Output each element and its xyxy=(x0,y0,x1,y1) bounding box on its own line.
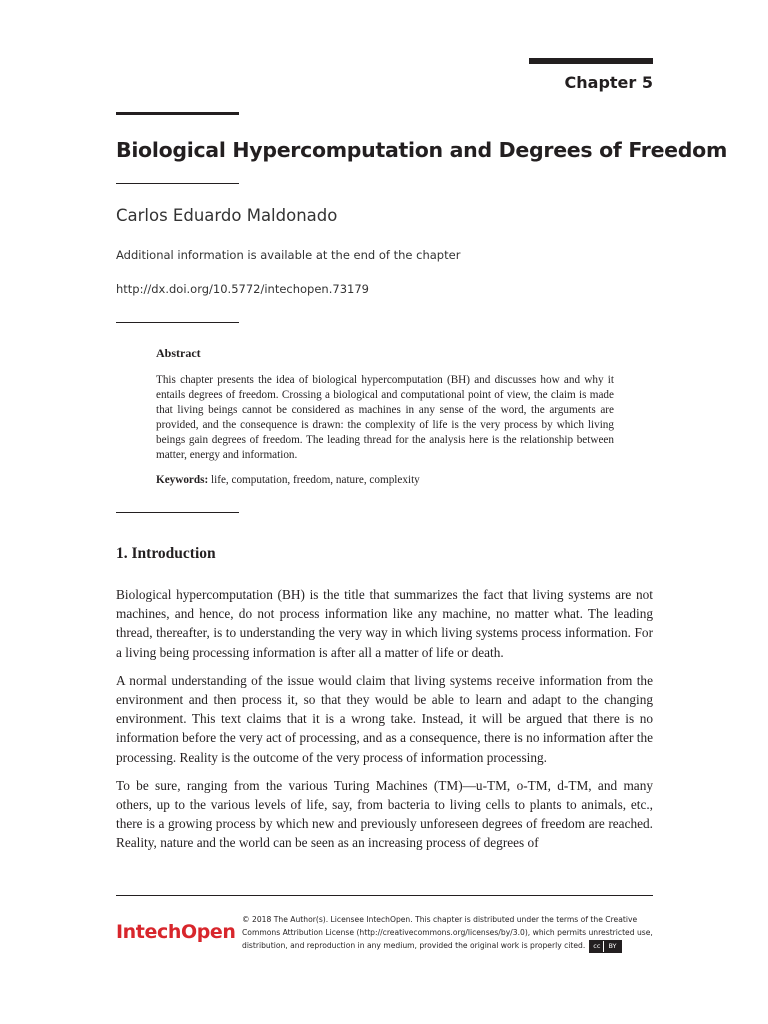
doi-rule xyxy=(116,322,239,323)
keywords-label: Keywords: xyxy=(156,474,209,487)
keywords-line xyxy=(156,474,614,486)
cc-badge-label: cc xyxy=(590,941,603,952)
license-text: © 2018 The Author(s). Licensee IntechOpen. This chapter is distributed under the terms of the Creative Commons Attribution License (http://creativecommons.org/licenses/by/3.0), which permits unrestricted use, distribution, and reproduction in any medium, provided the original work is properly cited. xyxy=(242,915,653,950)
introduction-heading: 1. Introduction xyxy=(116,545,216,562)
additional-info-text: Additional information is available at the end of the chapter xyxy=(116,248,461,262)
body-paragraph: Biological hypercomputation (BH) is the title that summarizes the fact that living systems are not machines, and hence, do not process information like any machine, no matter what. The leading thread, thereafter, is to understanding the very way in which living systems process information. For a living being processing information is after all a matter of life or death. xyxy=(116,587,653,660)
title-rule-bottom xyxy=(116,183,239,184)
keywords-value: life, computation, freedom, nature, complexity xyxy=(208,474,420,487)
license-notice xyxy=(242,913,654,953)
body-paragraph: To be sure, ranging from the various Turing Machines (TM)—u-TM, o-TM, d-TM, and many others, up to the various levels of life, say, from bacteria to living cells to plants to animals, etc., there is a growing process by which new and previously unforeseen degrees of freedom are reached. Reality, nature and the world can be seen as an increasing process of degrees of xyxy=(116,777,653,851)
abstract-text: This chapter presents the idea of biological hypercomputation (BH) and discusses how and why it entails degrees of freedom. Crossing a biological and computational point of view, the claim is made that living beings cannot be considered as machines in any sense of the word, the arguments are provided, and the consequence is drawn: the complexity of life is the very process by which living beings gain degrees of freedom. The leading thread for the analysis here is the relationship between matter, energy and information. xyxy=(156,374,614,461)
chapter-title: Biological Hypercomputation and Degrees of Freedom xyxy=(116,138,728,162)
chapter-label: Chapter 5 xyxy=(564,73,653,92)
body-paragraph: A normal understanding of the issue would claim that living systems receive information from the environment and then process it, so that they would be able to learn and adapt to the changing environment. This text claims that it is a wrong take. Instead, it will be argued that there is no information before the very act of processing, and as a consequence, there is no information after the processing. Reality is the outcome of the very process of information processing. xyxy=(116,672,653,765)
chapter-rule xyxy=(529,58,653,64)
introduction-body xyxy=(116,585,653,862)
abstract-rule xyxy=(116,512,239,513)
abstract-section xyxy=(156,346,614,486)
author-name: Carlos Eduardo Maldonado xyxy=(116,206,338,225)
abstract-heading: Abstract xyxy=(156,346,201,360)
by-badge-label: BY xyxy=(603,941,620,952)
cc-by-badge-icon[interactable] xyxy=(589,940,621,953)
intechopen-logo: IntechOpen xyxy=(116,921,236,943)
footer-rule xyxy=(116,895,653,896)
title-rule-top xyxy=(116,112,239,115)
doi-link[interactable]: http://dx.doi.org/10.5772/intechopen.73179 xyxy=(116,282,369,296)
